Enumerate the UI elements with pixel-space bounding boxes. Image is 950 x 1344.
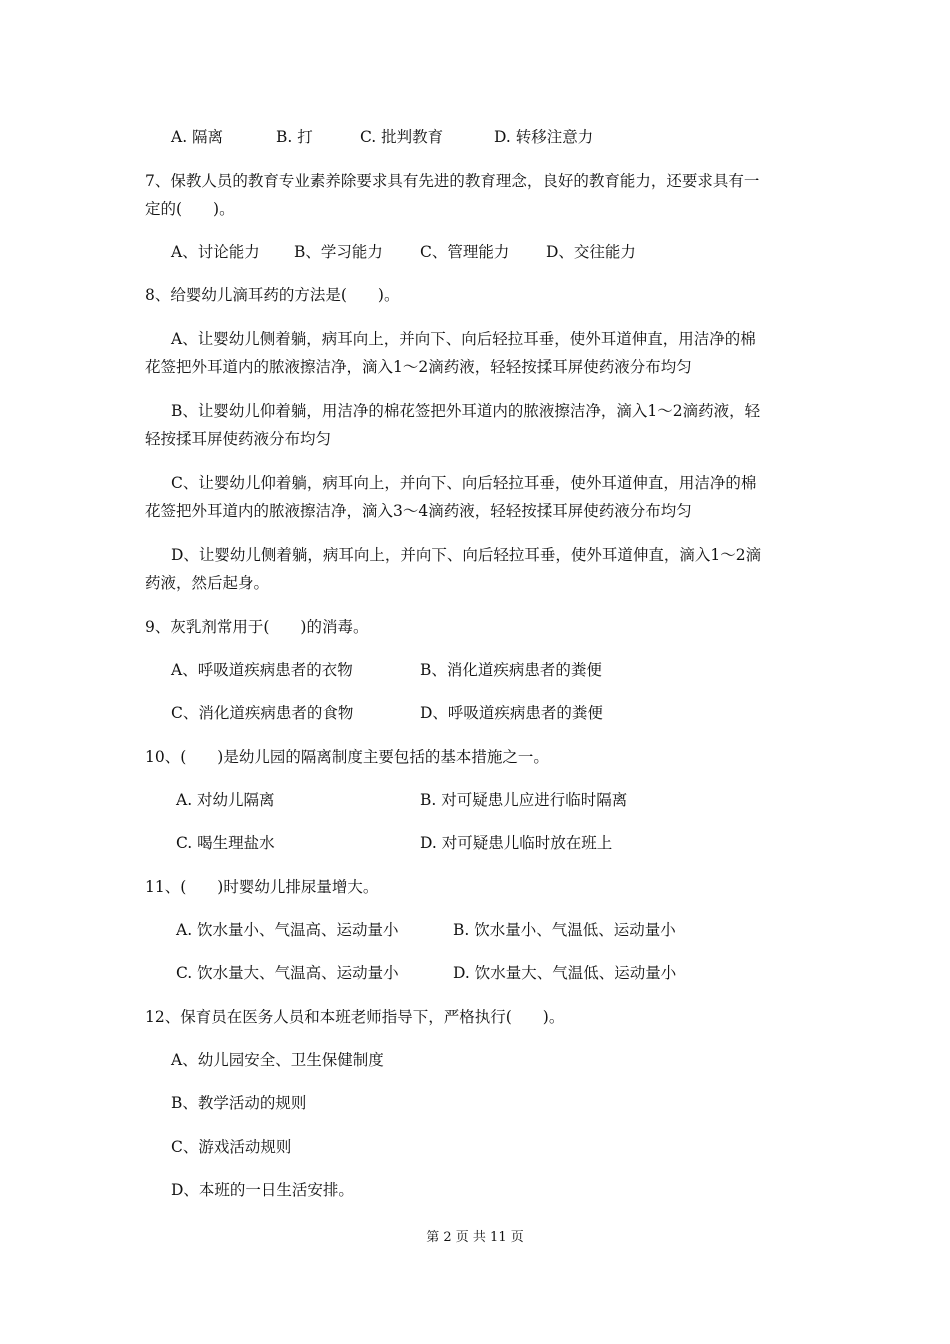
q6-option-d: D. 转移注意力 xyxy=(494,128,594,146)
q12-stem: 12、保育员在医务人员和本班老师指导下，严格执行( )。 xyxy=(145,1008,565,1026)
q11-option-b: B. 饮水量小、气温低、运动量小 xyxy=(453,921,676,939)
q8-option-c-line2: 花签把外耳道内的脓液擦洁净，滴入3～4滴药液，轻轻按揉耳屏使药液分布均匀 xyxy=(145,502,692,520)
q8-option-b-line2: 轻按揉耳屏使药液分布均匀 xyxy=(145,430,332,448)
q11-option-a: A. 饮水量小、气温高、运动量小 xyxy=(176,921,399,939)
q8-option-d-line2: 药液，然后起身。 xyxy=(145,574,270,592)
q12-option-d: D、本班的一日生活安排。 xyxy=(171,1181,354,1199)
q6-option-c: C. 批判教育 xyxy=(360,128,444,146)
q9-option-a: A、呼吸道疾病患者的衣物 xyxy=(171,661,353,679)
q6-option-b: B. 打 xyxy=(276,128,313,146)
q7-option-c: C、管理能力 xyxy=(420,243,510,261)
q12-option-c: C、游戏活动规则 xyxy=(171,1138,292,1156)
q7-option-a: A、讨论能力 xyxy=(171,243,260,261)
q10-option-a: A. 对幼儿隔离 xyxy=(176,791,275,809)
q8-option-a-line1: A、让婴幼儿侧着躺，病耳向上，并向下、向后轻拉耳垂，使外耳道伸直，用洁净的棉 xyxy=(171,330,756,348)
q8-option-a-line2: 花签把外耳道内的脓液擦洁净，滴入1～2滴药液，轻轻按揉耳屏使药液分布均匀 xyxy=(145,358,692,376)
q7-option-d: D、交往能力 xyxy=(546,243,636,261)
q8-option-b-line1: B、让婴幼儿仰着躺，用洁净的棉花签把外耳道内的脓液擦洁净，滴入1～2滴药液，轻 xyxy=(171,402,761,420)
q12-option-b: B、教学活动的规则 xyxy=(171,1094,307,1112)
q9-option-d: D、呼吸道疾病患者的粪便 xyxy=(420,704,603,722)
q6-option-a: A. 隔离 xyxy=(171,128,224,146)
q8-stem: 8、给婴幼儿滴耳药的方法是( )。 xyxy=(145,286,400,304)
q10-stem: 10、( )是幼儿园的隔离制度主要包括的基本措施之一。 xyxy=(145,748,549,766)
q11-option-c: C. 饮水量大、气温高、运动量小 xyxy=(176,964,399,982)
q12-option-a: A、幼儿园安全、卫生保健制度 xyxy=(171,1051,384,1069)
q10-option-c: C. 喝生理盐水 xyxy=(176,834,275,852)
q9-stem: 9、灰乳剂常用于( )的消毒。 xyxy=(145,618,369,636)
q7-stem-line1: 7、保教人员的教育专业素养除要求具有先进的教育理念，良好的教育能力，还要求具有一 xyxy=(145,172,760,190)
q11-stem: 11、( )时婴幼儿排尿量增大。 xyxy=(145,878,379,896)
q10-option-d: D. 对可疑患儿临时放在班上 xyxy=(420,834,613,852)
q10-option-b: B. 对可疑患儿应进行临时隔离 xyxy=(420,791,628,809)
q8-option-d-line1: D、让婴幼儿侧着躺，病耳向上，并向下、向后轻拉耳垂，使外耳道伸直，滴入1～2滴 xyxy=(171,546,762,564)
page-number: 第 2 页 共 11 页 xyxy=(426,1230,524,1245)
q9-option-c: C、消化道疾病患者的食物 xyxy=(171,704,354,722)
q7-stem-line2: 定的( )。 xyxy=(145,200,235,218)
q11-option-d: D. 饮水量大、气温低、运动量小 xyxy=(453,964,677,982)
q8-option-c-line1: C、让婴幼儿仰着躺，病耳向上，并向下、向后轻拉耳垂，使外耳道伸直，用洁净的棉 xyxy=(171,474,757,492)
q7-option-b: B、学习能力 xyxy=(294,243,383,261)
q9-option-b: B、消化道疾病患者的粪便 xyxy=(420,661,602,679)
